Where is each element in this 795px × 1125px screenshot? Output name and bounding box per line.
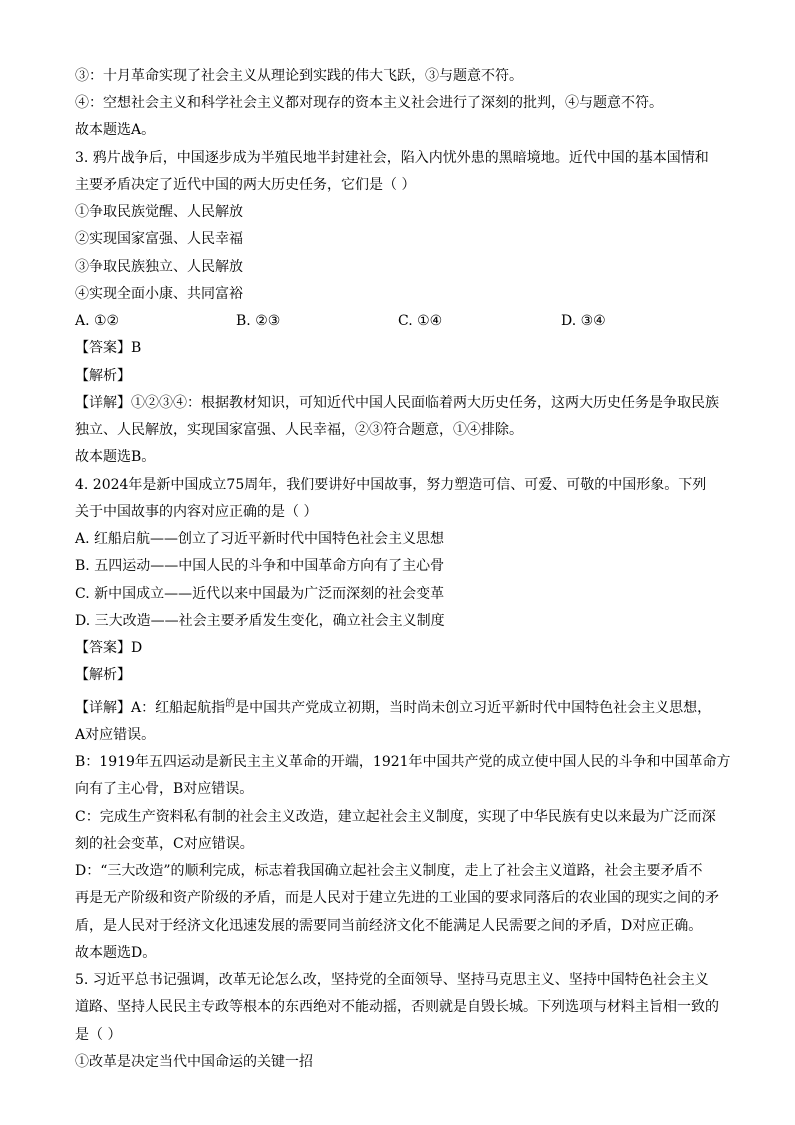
analysis-line: 盾，是人民对于经济文化迅速发展的需要同当前经济文化不能满足人民需要之间的矛盾，D对应正确。 bbox=[75, 918, 703, 934]
question-4-stem: 4. 2024年是新中国成立75周年，我们要讲好中国故事，努力塑造可信、可爱、可敬的中国形象。下列 bbox=[75, 477, 707, 493]
question-4-stem: 关于中国故事的内容对应正确的是（ ） bbox=[75, 504, 318, 520]
question-5-stem: 是（ ） bbox=[75, 1027, 122, 1043]
question-3-item: ①争取民族觉醒、人民解放 bbox=[75, 204, 243, 220]
analysis-line: 【详解】①②③④：根据教材知识，可知近代中国人民面临着两大历史任务，这两大历史任务是争取民族 bbox=[75, 395, 719, 411]
analysis-line: ③：十月革命实现了社会主义从理论到实践的伟大飞跃，③与题意不符。 bbox=[75, 68, 523, 84]
analysis-line: C：完成生产资料私有制的社会主义改造，建立起社会主义制度，实现了中华民族有史以来最为广泛而深 bbox=[75, 809, 716, 825]
answer-label: 【答案】B bbox=[75, 340, 142, 356]
option-b: B. 五四运动——中国人民的斗争和中国革命方向有了主心骨 bbox=[75, 558, 445, 574]
question-5-stem: 道路、坚持人民民主专政等根本的东西绝对不能动摇，否则就是自毁长城。下列选项与材料主旨相一致的 bbox=[75, 999, 719, 1015]
analysis-line: D：“三大改造”的顺利完成，标志着我国确立起社会主义制度，走上了社会主义道路，社会主要矛盾不 bbox=[75, 863, 703, 879]
option-a: A. ①② bbox=[75, 313, 120, 329]
question-3-stem: 3. 鸦片战争后，中国逐步成为半殖民地半封建社会，陷入内忧外患的黑暗境地。近代中国的基本国情和 bbox=[75, 150, 709, 166]
option-c: C. 新中国成立——近代以来中国最为广泛而深刻的社会变革 bbox=[75, 586, 445, 602]
option-c: C. ①④ bbox=[398, 313, 443, 329]
conclusion-line: 故本题选A。 bbox=[75, 122, 156, 138]
question-5-stem: 5. 习近平总书记强调，改革无论怎么改，坚持党的全面领导、坚持马克思主义、坚持中国特色社会主义 bbox=[75, 972, 709, 988]
question-3-item: ②实现国家富强、人民幸福 bbox=[75, 231, 243, 247]
analysis-line: 独立、人民解放，实现国家富强、人民幸福，②③符合题意，①④排除。 bbox=[75, 422, 523, 438]
option-d: D. ③④ bbox=[561, 313, 606, 329]
analysis-line: 再是无产阶级和资产阶级的矛盾，而是人民对于建立先进的工业国的要求同落后的农业国的现实之间的矛 bbox=[75, 890, 719, 906]
analysis-line bbox=[75, 698, 725, 718]
question-3-item: ④实现全面小康、共同富裕 bbox=[75, 286, 243, 302]
analysis-line: B：1919年五四运动是新民主主义革命的开端，1921年中国共产党的成立使中国人民的斗争和中国革命方 bbox=[75, 754, 731, 770]
analysis-line: 向有了主心骨，B对应错误。 bbox=[75, 781, 254, 797]
conclusion-line: 故本题选B。 bbox=[75, 449, 156, 465]
answer-label: 【答案】D bbox=[75, 640, 143, 656]
analysis-line: A对应错误。 bbox=[75, 727, 156, 743]
analysis-text: 【详解】A：红船起航指 bbox=[75, 700, 226, 716]
question-3-stem: 主要矛盾决定了近代中国的两大历史任务，它们是（ ） bbox=[75, 177, 416, 193]
conclusion-line: 故本题选D。 bbox=[75, 945, 157, 961]
superscript-char: 的 bbox=[225, 698, 236, 710]
analysis-label: 【解析】 bbox=[75, 667, 131, 683]
analysis-line: ④：空想社会主义和科学社会主义都对现存的资本主义社会进行了深刻的批判，④与题意不符。 bbox=[75, 95, 663, 111]
analysis-line: 刻的社会变革，C对应错误。 bbox=[75, 836, 254, 852]
question-3-item: ③争取民族独立、人民解放 bbox=[75, 259, 243, 275]
analysis-label: 【解析】 bbox=[75, 368, 131, 384]
option-a: A. 红船启航——创立了习近平新时代中国特色社会主义思想 bbox=[75, 531, 445, 547]
option-b: B. ②③ bbox=[236, 313, 281, 329]
option-d: D. 三大改造——社会主要矛盾发生变化，确立社会主义制度 bbox=[75, 613, 445, 629]
question-5-item: ①改革是决定当代中国命运的关键一招 bbox=[75, 1054, 313, 1070]
analysis-text: 是中国共产党成立初期，当时尚未创立习近平新时代中国特色社会主义思想， bbox=[235, 700, 712, 716]
